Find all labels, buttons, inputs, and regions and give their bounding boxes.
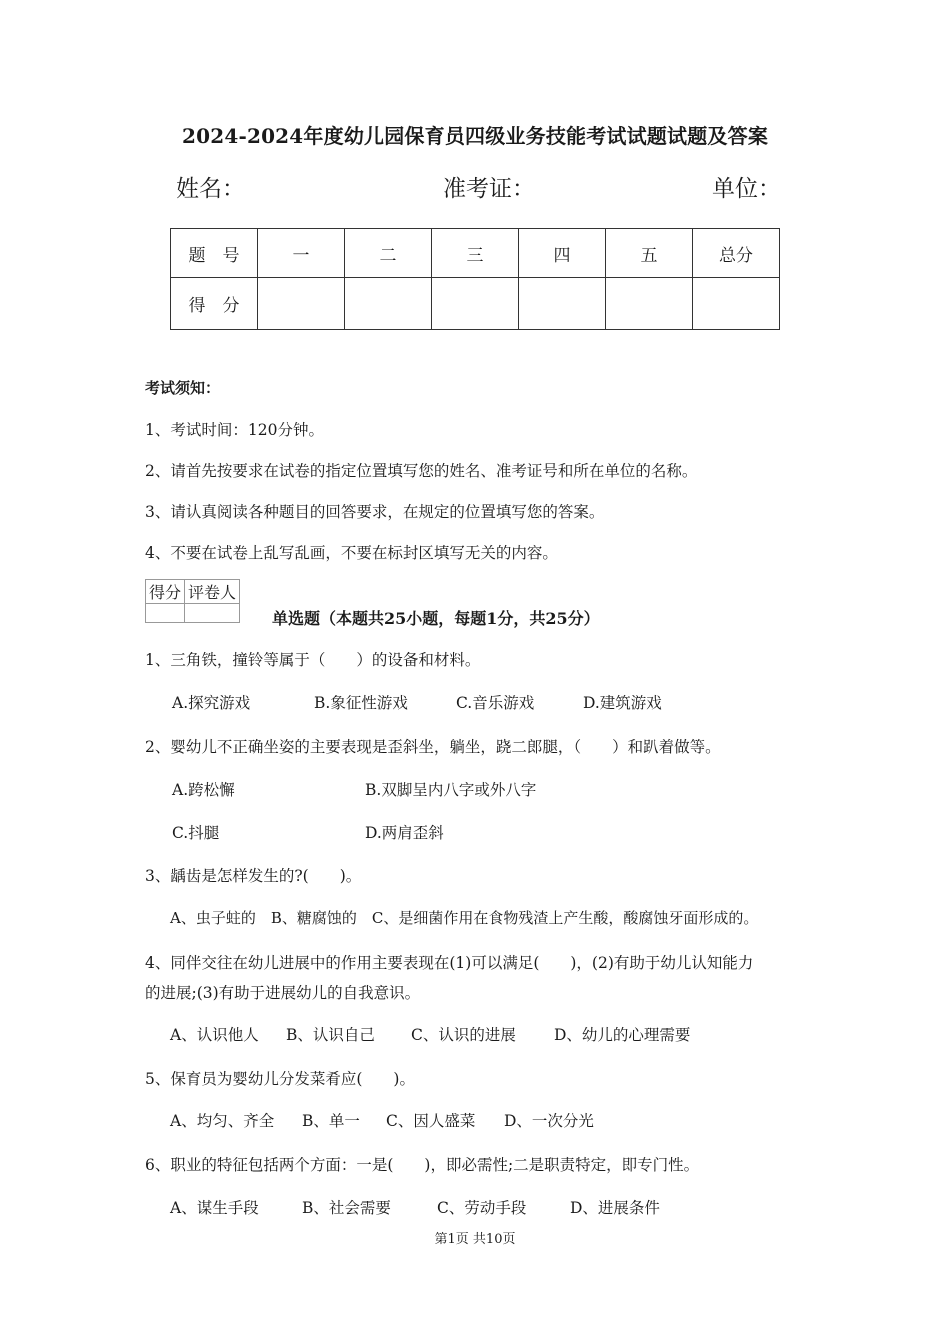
question-stem: 2、婴幼儿不正确坐姿的主要表现是歪斜坐，躺坐，跷二郎腿，（ ）和趴着做等。 bbox=[145, 738, 721, 756]
question-option: D.两肩歪斜 bbox=[365, 824, 444, 842]
question-option: A、认识他人 bbox=[170, 1026, 259, 1044]
score-blank-cell[interactable] bbox=[345, 278, 432, 330]
question-option: C.音乐游戏 bbox=[456, 694, 535, 712]
score-cell: 一 bbox=[258, 229, 345, 278]
question-option: A、谋生手段 bbox=[170, 1199, 259, 1217]
notice-item: 4、不要在试卷上乱写乱画，不要在标封区填写无关的内容。 bbox=[145, 544, 558, 562]
question-stem: 3、龋齿是怎样发生的?( )。 bbox=[145, 867, 362, 885]
score-row-label: 得 分 bbox=[171, 278, 258, 330]
question-stem: 6、职业的特征包括两个方面：一是( )，即必需性;二是职责特定，即专门性。 bbox=[145, 1156, 700, 1174]
grader-reviewer-blank[interactable] bbox=[185, 604, 240, 623]
question-option: C、因人盛菜 bbox=[386, 1112, 476, 1130]
question-option: A、虫子蛀的 B、糖腐蚀的 C、是细菌作用在食物残渣上产生酸，酸腐蚀牙面形成的。 bbox=[170, 909, 759, 927]
score-cell: 三 bbox=[432, 229, 519, 278]
score-cell: 五 bbox=[606, 229, 693, 278]
notice-item: 2、请首先按要求在试卷的指定位置填写您的姓名、准考证号和所在单位的名称。 bbox=[145, 462, 698, 480]
notice-heading: 考试须知： bbox=[145, 379, 221, 397]
question-option: D、进展条件 bbox=[570, 1199, 660, 1217]
question-option: C.抖腿 bbox=[172, 824, 220, 842]
question-option: B.象征性游戏 bbox=[314, 694, 408, 712]
question-stem: 4、同伴交往在幼儿进展中的作用主要表现在(1)可以满足( )，(2)有助于幼儿认知能力 bbox=[145, 954, 754, 972]
notice-item: 3、请认真阅读各种题目的回答要求，在规定的位置填写您的答案。 bbox=[145, 503, 605, 521]
question-stem: 5、保育员为婴幼儿分发菜肴应( )。 bbox=[145, 1070, 415, 1088]
exam-title: 2024-2024年度幼儿园保育员四级业务技能考试试题试题及答案 bbox=[181, 124, 769, 148]
question-option: C、认识的进展 bbox=[411, 1026, 516, 1044]
question-option: A.探究游戏 bbox=[172, 694, 251, 712]
score-blank-cell[interactable] bbox=[519, 278, 606, 330]
question-option: B、单一 bbox=[302, 1112, 360, 1130]
score-blank-cell[interactable] bbox=[432, 278, 519, 330]
question-stem-continued: 的进展;(3)有助于进展幼儿的自我意识。 bbox=[145, 984, 421, 1002]
exam-id-label: 准考证： bbox=[443, 176, 535, 202]
unit-label: 单位： bbox=[712, 176, 781, 202]
grader-score-label: 得分 bbox=[146, 580, 185, 604]
notice-item: 1、考试时间：120分钟。 bbox=[145, 421, 324, 439]
score-blank-cell[interactable] bbox=[258, 278, 345, 330]
score-cell: 题 号 bbox=[171, 229, 258, 278]
section-title: 单选题（本题共25小题，每题1分，共25分） bbox=[272, 609, 600, 628]
question-option: B.双脚呈内八字或外八字 bbox=[365, 781, 537, 799]
score-table-score-row bbox=[171, 278, 780, 330]
name-label: 姓名： bbox=[176, 176, 245, 202]
score-blank-cell[interactable] bbox=[606, 278, 693, 330]
score-cell: 总分 bbox=[693, 229, 780, 278]
question-option: A.跨松懈 bbox=[172, 781, 235, 799]
question-stem: 1、三角铁，撞铃等属于（ ）的设备和材料。 bbox=[145, 651, 481, 669]
question-option: A、均匀、齐全 bbox=[170, 1112, 275, 1130]
question-option: D、一次分光 bbox=[504, 1112, 594, 1130]
score-table bbox=[170, 228, 780, 330]
grader-box bbox=[145, 579, 240, 623]
question-option: D.建筑游戏 bbox=[583, 694, 662, 712]
question-option: D、幼儿的心理需要 bbox=[554, 1026, 691, 1044]
score-table-header-row bbox=[171, 229, 780, 278]
grader-score-blank[interactable] bbox=[146, 604, 185, 623]
score-cell: 四 bbox=[519, 229, 606, 278]
question-option: C、劳动手段 bbox=[437, 1199, 527, 1217]
question-option: B、认识自己 bbox=[286, 1026, 375, 1044]
score-cell: 二 bbox=[345, 229, 432, 278]
grader-reviewer-label: 评卷人 bbox=[185, 580, 240, 604]
question-option: B、社会需要 bbox=[302, 1199, 391, 1217]
page-footer: 第1页 共10页 bbox=[434, 1232, 516, 1247]
score-blank-cell[interactable] bbox=[693, 278, 780, 330]
